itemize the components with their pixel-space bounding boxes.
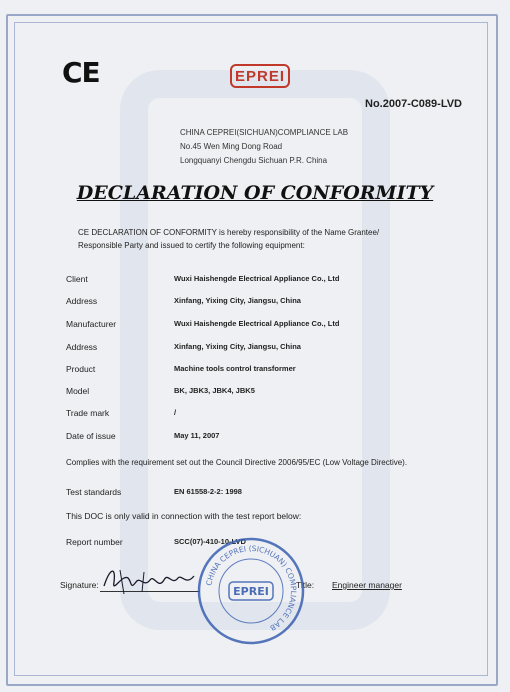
field-label: Model [66,386,90,396]
compliance-statement: Complies with the requirement set out the Council Directive 2006/95/EC (Low Voltage Directive). [66,458,408,467]
field-value: Xinfang, Yixing City, Jiangsu, China [174,342,301,351]
field-value: Wuxi Haishengde Electrical Appliance Co., Ltd [174,274,340,283]
test-standards-value: EN 61558-2-2: 1998 [174,487,242,496]
signature-label: Signature: [60,580,99,590]
field-label: Trade mark [66,408,110,418]
validity-statement: This DOC is only valid in connection with the test report below: [66,511,302,521]
lab-address-line-2: Longquanyi Chengdu Sichuan P.R. China [180,156,328,165]
ce-mark: CE [62,56,100,89]
field-label: Address [66,342,98,352]
field-label: Client [66,274,88,284]
field-label: Date of issue [66,431,116,441]
intro-paragraph [78,226,438,252]
report-number-row [66,537,246,547]
svg-text:CHINA CEPREI (SICHUAN) COMPLIA: CHINA CEPREI (SICHUAN) COMPLIANCE LAB [204,543,299,633]
test-standards-row [66,487,242,497]
lab-block [180,126,348,168]
intro-line-1: CE DECLARATION OF CONFORMITY is hereby responsibility of the Name Grantee/ [78,228,380,237]
report-number-label: Report number [66,537,123,547]
intro-line-2: Responsible Party and issued to certify the following equipment: [78,241,305,250]
lab-name: CHINA CEPREI(SICHUAN)COMPLIANCE LAB [180,128,349,137]
field-value: Machine tools control transformer [174,364,296,373]
field-value: Wuxi Haishengde Electrical Appliance Co., Ltd [174,319,340,328]
field-value: May 11, 2007 [174,431,220,440]
document-number: No.2007-C089-LVD [365,98,462,110]
field-label: Manufacturer [66,319,117,329]
field-label: Address [66,296,98,306]
lab-address-line-1: No.45 Wen Ming Dong Road [180,142,283,151]
signer-title-label: Title: [296,580,315,590]
field-label: Product [66,364,96,374]
document-title: DECLARATION OF CONFORMITY [76,182,434,204]
field-value: BK, JBK3, JBK4, JBK5 [174,386,255,395]
report-number-value: SCC(07)-410-10-LVD [174,537,246,546]
svg-text:EPREI: EPREI [233,585,269,598]
test-standards-label: Test standards [66,487,122,497]
ceprei-logo: EPREI [230,64,290,88]
field-value: / [174,408,177,417]
handwritten-signature [100,560,200,600]
signer-title-value: Engineer manager [332,580,402,590]
official-stamp [196,536,306,646]
field-value: Xinfang, Yixing City, Jiangsu, China [174,296,301,305]
